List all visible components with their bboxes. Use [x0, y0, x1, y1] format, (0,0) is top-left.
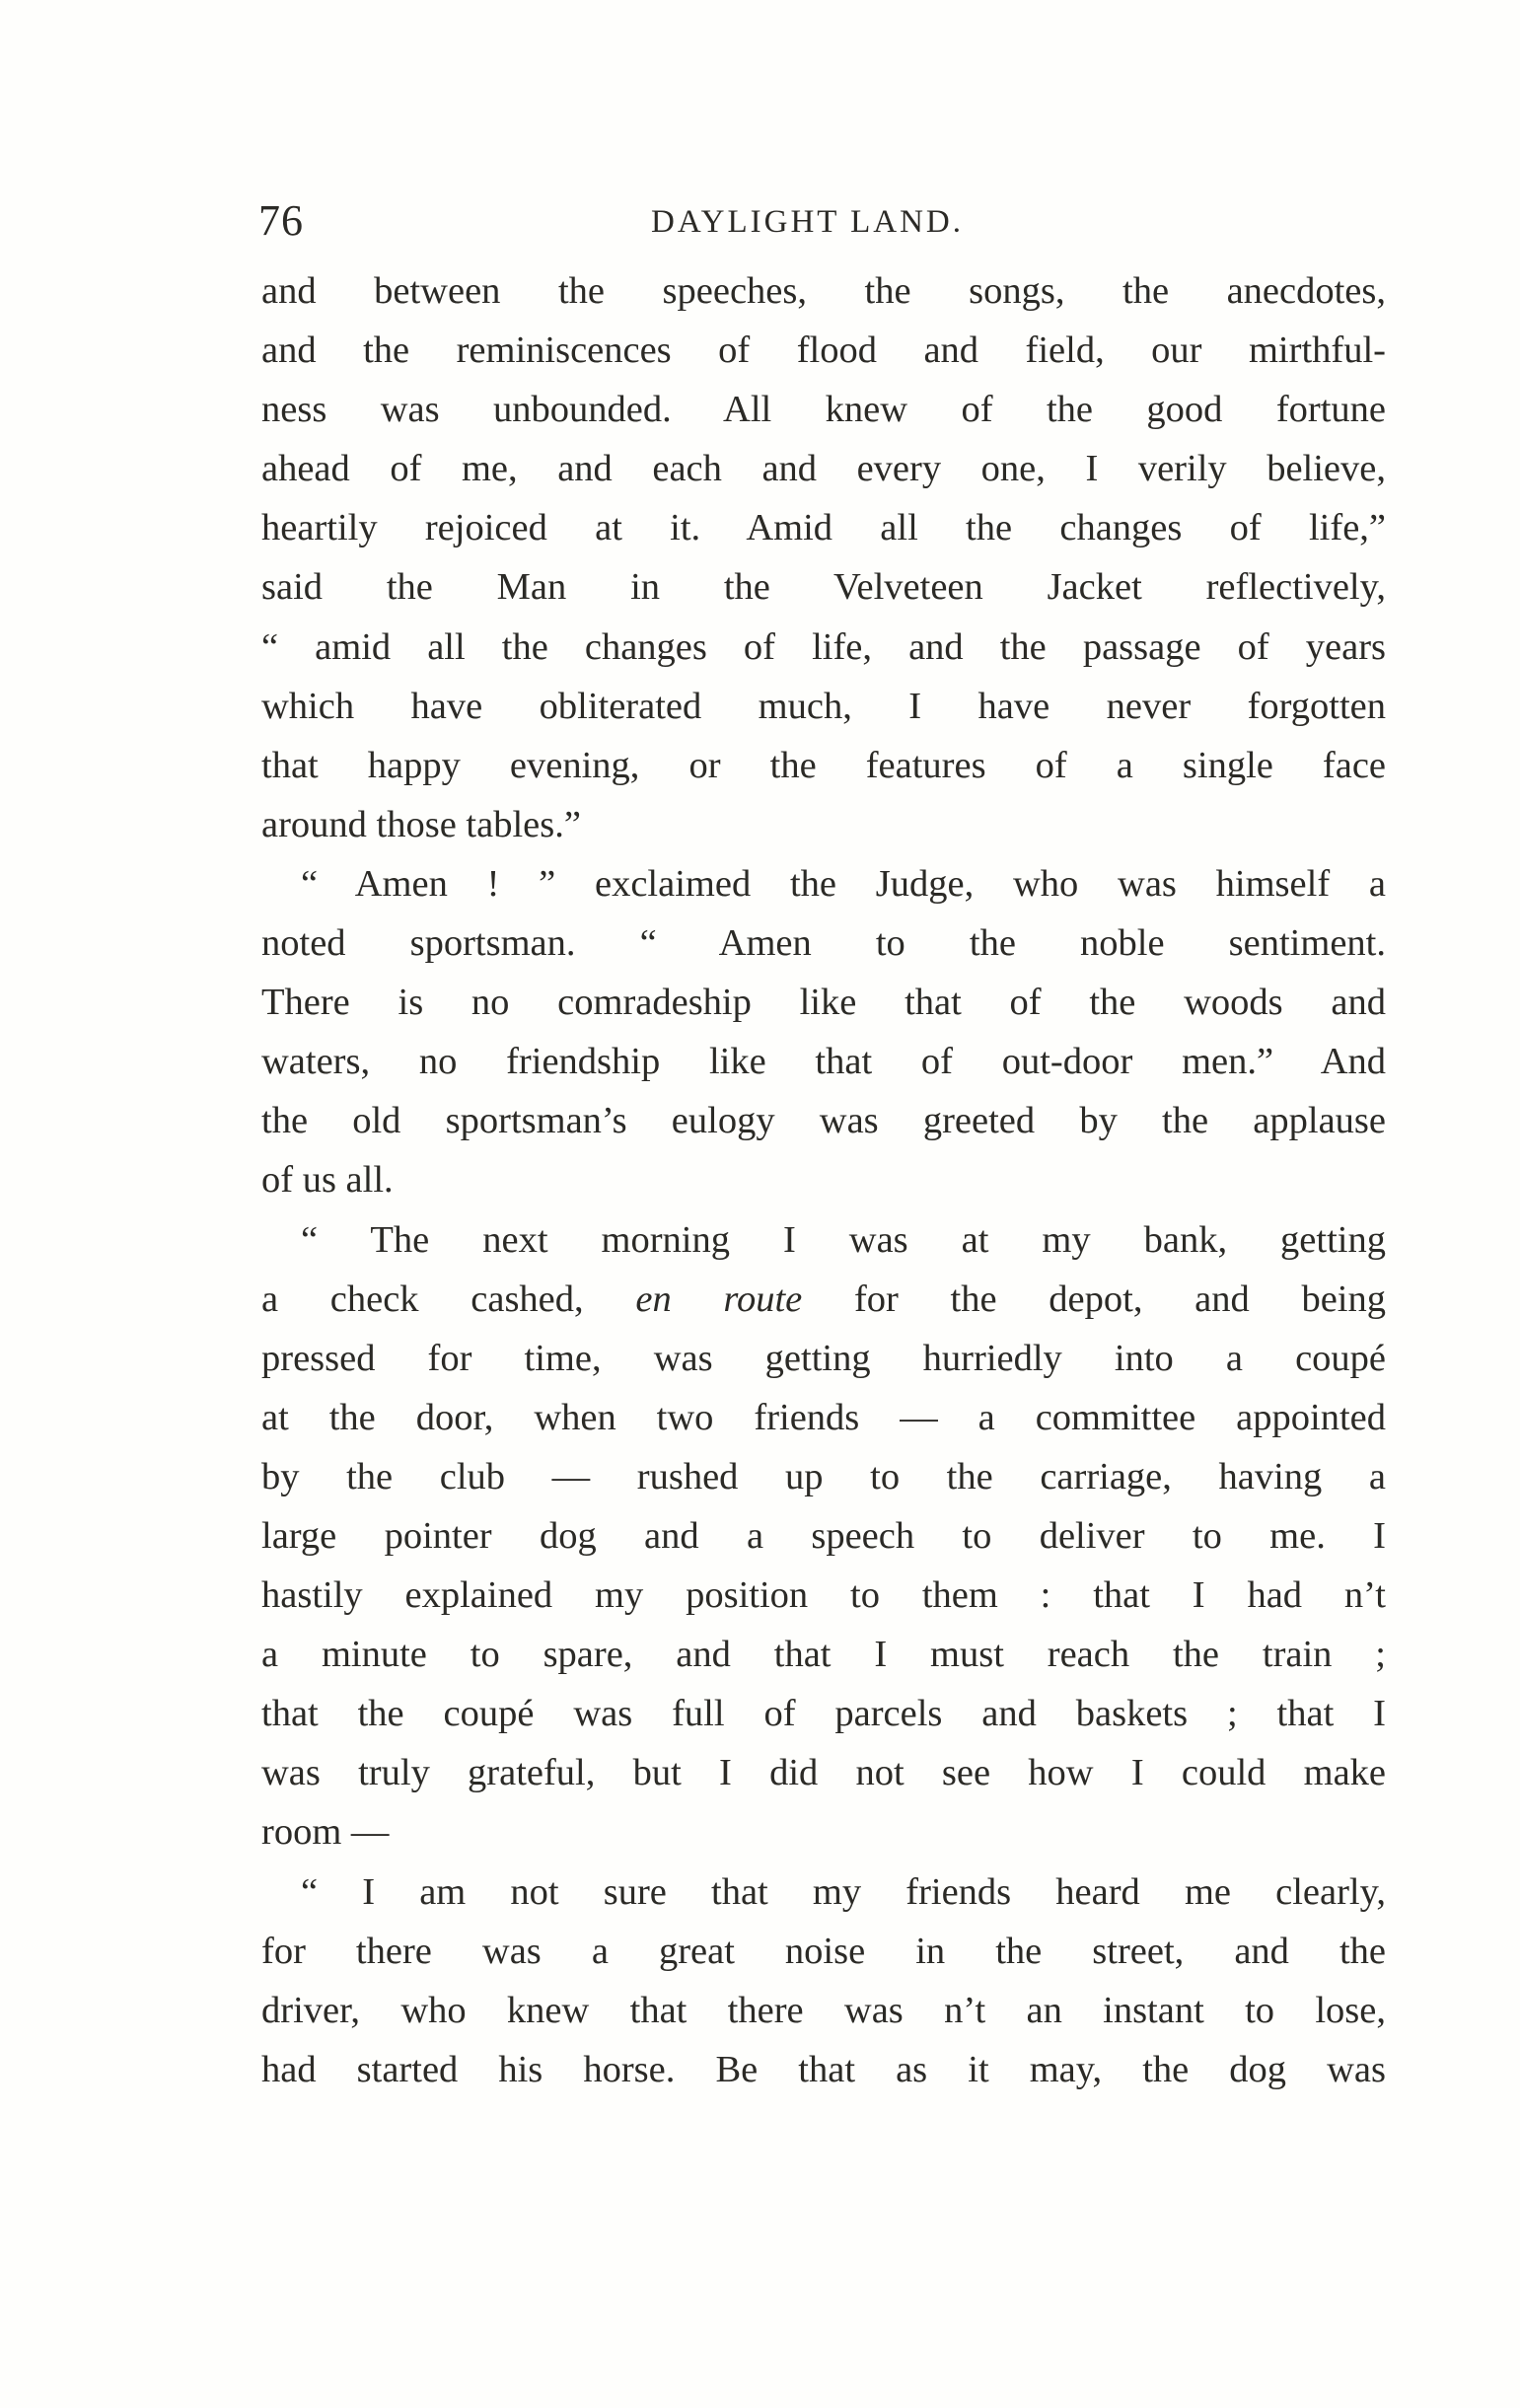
text-line: There is no comradeship like that of the woods and: [261, 982, 1386, 1024]
text-run: for the depot, and being: [802, 1277, 1386, 1320]
text-line: that happy evening, or the features of a single face: [261, 744, 1386, 786]
text-line: pressed for time, was getting hurriedly into a coupé: [261, 1337, 1386, 1379]
text-line: which have obliterated much, I have never forgotten: [261, 685, 1386, 727]
running-head: [258, 193, 1393, 253]
body-text: [261, 261, 1386, 2099]
text-line: “ amid all the changes of life, and the passage of years: [261, 625, 1386, 668]
text-line: ahead of me, and each and every one, I verily believe,: [261, 448, 1386, 490]
text-line: had started his horse. Be that as it may, the dog was: [261, 2048, 1386, 2090]
running-title: DAYLIGHT LAND.: [651, 204, 964, 240]
text-line: said the Man in the Velveteen Jacket reflectively,: [261, 566, 1386, 609]
text-line: waters, no friendship like that of out-door men.” And: [261, 1041, 1386, 1083]
text-line: room —: [261, 1811, 390, 1854]
text-line: that the coupé was full of parcels and baskets ; that I: [261, 1693, 1386, 1735]
text-line: at the door, when two friends — a committee appointed: [261, 1396, 1386, 1438]
text-run: a check cashed,: [261, 1277, 636, 1320]
text-line: by the club — rushed up to the carriage, having a: [261, 1455, 1386, 1497]
paragraph-first-line: “ Amen ! ” exclaimed the Judge, who was himself a: [301, 862, 1386, 905]
text-line: and between the speeches, the songs, the anecdotes,: [261, 270, 1386, 312]
text-line: [261, 1270, 1386, 1329]
paragraph-first-line: “ The next morning I was at my bank, getting: [301, 1218, 1386, 1261]
text-line: driver, who knew that there was n’t an instant to lose,: [261, 1989, 1386, 2031]
text-line: a minute to spare, and that I must reach the train ;: [261, 1634, 1386, 1676]
page-number: 76: [258, 196, 304, 245]
text-line: ness was unbounded. All knew of the good fortune: [261, 389, 1386, 431]
text-line: the old sportsman’s eulogy was greeted by the applause: [261, 1100, 1386, 1142]
italic-phrase: en route: [635, 1277, 803, 1320]
text-line: hastily explained my position to them : that I had n’t: [261, 1574, 1386, 1617]
text-line: and the reminiscences of flood and field, our mirthful-: [261, 329, 1386, 372]
text-line: of us all.: [261, 1159, 394, 1202]
text-line: noted sportsman. “ Amen to the noble sentiment.: [261, 922, 1386, 965]
paragraph-first-line: “ I am not sure that my friends heard me clearly,: [301, 1870, 1386, 1913]
text-line: heartily rejoiced at it. Amid all the changes of life,”: [261, 507, 1386, 549]
text-line: around those tables.”: [261, 803, 581, 845]
text-line: for there was a great noise in the street, and the: [261, 1930, 1386, 1972]
text-line: large pointer dog and a speech to deliver to me. I: [261, 1514, 1386, 1557]
text-line: was truly grateful, but I did not see how I could make: [261, 1752, 1386, 1794]
